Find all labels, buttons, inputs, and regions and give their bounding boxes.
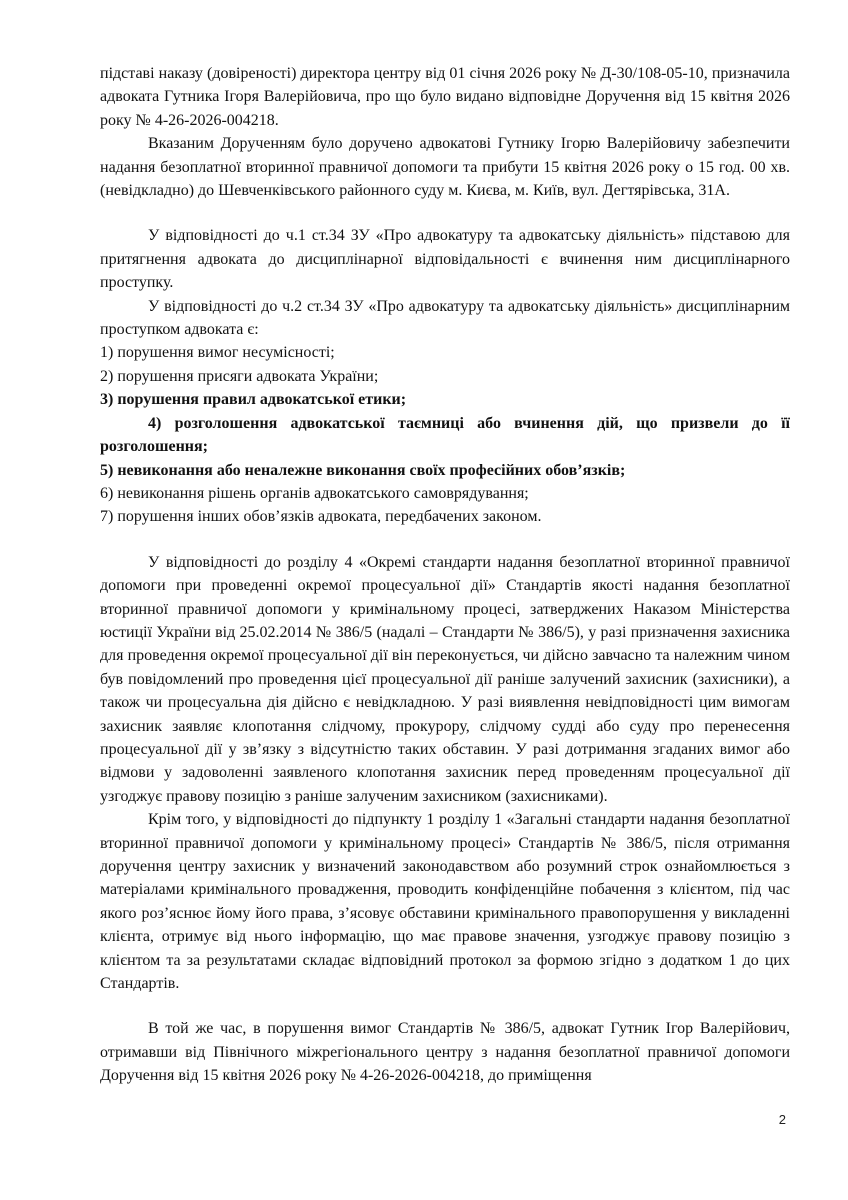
list-item-ethics: 3) порушення правил адвокатської етики; <box>100 391 407 409</box>
document-page <box>100 62 790 1088</box>
paragraph-standards-section-1: Крім того, у відповідності до підпункту 1 розділу 1 «Загальні стандарти надання безоплатної вторинної правничої допомоги у кримінальному процесі» Стандартів № 386/5, після отримання доручення центру захисник у визначений законодавством або розумний строк ознайомлюється з матеріалами кримінального провадження, проводить конфіденційне побачення з клієнтом, під час якого роз’яснює йому його права, з’ясовує обставини кримінального правопорушення у викладенні клієнта, отримує від нього інформацію, що має правове значення, узгоджує правову позицію з клієнтом та за результатами складає відповідний протокол за формою згідно з додатком 1 до цих Стандартів. <box>100 811 790 993</box>
list-item-self-governance: 6) невиконання рішень органів адвокатського самоврядування; <box>100 484 529 502</box>
paragraph-gap <box>100 529 790 551</box>
paragraph-violation: В той же час, в порушення вимог Стандартів № 386/5, адвокат Гутник Ігор Валерійович, отримавши від Північного міжрегіонального центру з надання безоплатної правничої допомоги Доручення від 15 квітня 2026 року № 4-26-2026-004218, до приміщення <box>100 1020 790 1085</box>
paragraph-gap <box>100 202 790 224</box>
paragraph-article-34-part-2: У відповідності до ч.2 ст.34 ЗУ «Про адвокатуру та адвокатську діяльність» дисциплінарним проступком адвоката є: <box>100 297 790 339</box>
list-item-incompatibility: 1) порушення вимог несумісності; <box>100 344 335 362</box>
list-item-oath: 2) порушення присяги адвоката України; <box>100 367 379 385</box>
list-item-other-duties: 7) порушення інших обов’язків адвоката, передбачених законом. <box>100 508 542 526</box>
paragraph-article-34-part-1: У відповідності до ч.1 ст.34 ЗУ «Про адвокатуру та адвокатську діяльність» підставою для притягнення адвоката до дисциплінарної відповідальності є вчинення ним дисциплінарного проступку. <box>100 227 790 292</box>
paragraph-assignment: Вказаним Дорученням було доручено адвокатові Гутнику Ігорю Валерійовичу забезпечити надання безоплатної вторинної правничої допомоги та прибути 15 квітня 2026 року о 15 год. 00 хв. (невідкладно) до Шевченківського районного суду м. Києва, м. Київ, вул. Дегтярівська, 31А. <box>100 135 790 200</box>
paragraph-gap <box>100 995 790 1017</box>
list-item-professional-duties: 5) невиконання або неналежне виконання своїх професійних обов’язків; <box>100 461 626 479</box>
page-number: 2 <box>778 1112 786 1127</box>
list-item-confidentiality: 4) розголошення адвокатської таємниці або вчинення дій, що призвели до її розголошення; <box>100 414 790 456</box>
paragraph-standards-section-4: У відповідності до розділу 4 «Окремі стандарти надання безоплатної вторинної правничої допомоги при проведенні окремої процесуальної дії» Стандартів якості надання безоплатної вторинної правничої допомоги у кримінальному процесі, затверджених Наказом Міністерства юстиції України від 25.02.2014 № 386/5 (надалі – Стандарти № 386/5), у разі призначення захисника для проведення окремої процесуальної дії він переконується, чи дійсно завчасно та належним чином був повідомлений про проведення цієї процесуальної дії раніше залучений захисник (захисники), а також чи процесуальна дія дійсно є невідкладною. У разі виявлення невідповідності цим вимогам захисник заявляє клопотання слідчому, прокурору, слідчому судді або суду про перенесення процесуальної дії у зв’язку з відсутністю таких обставин. У разі дотримання згаданих вимог або відмови у задоволенні заявленого клопотання захисник перед проведенням процесуальної дії узгоджує правову позицію з раніше залученим захисником (захисниками). <box>100 553 790 805</box>
paragraph-appointment-continuation: підставі наказу (довіреності) директора центру від 01 січня 2026 року № Д-30/108-05-10, призначила адвоката Гутника Ігоря Валерійовича, про що було видано відповідне Доручення від 15 квітня 2026 року № 4-26-2026-004218. <box>100 65 790 129</box>
